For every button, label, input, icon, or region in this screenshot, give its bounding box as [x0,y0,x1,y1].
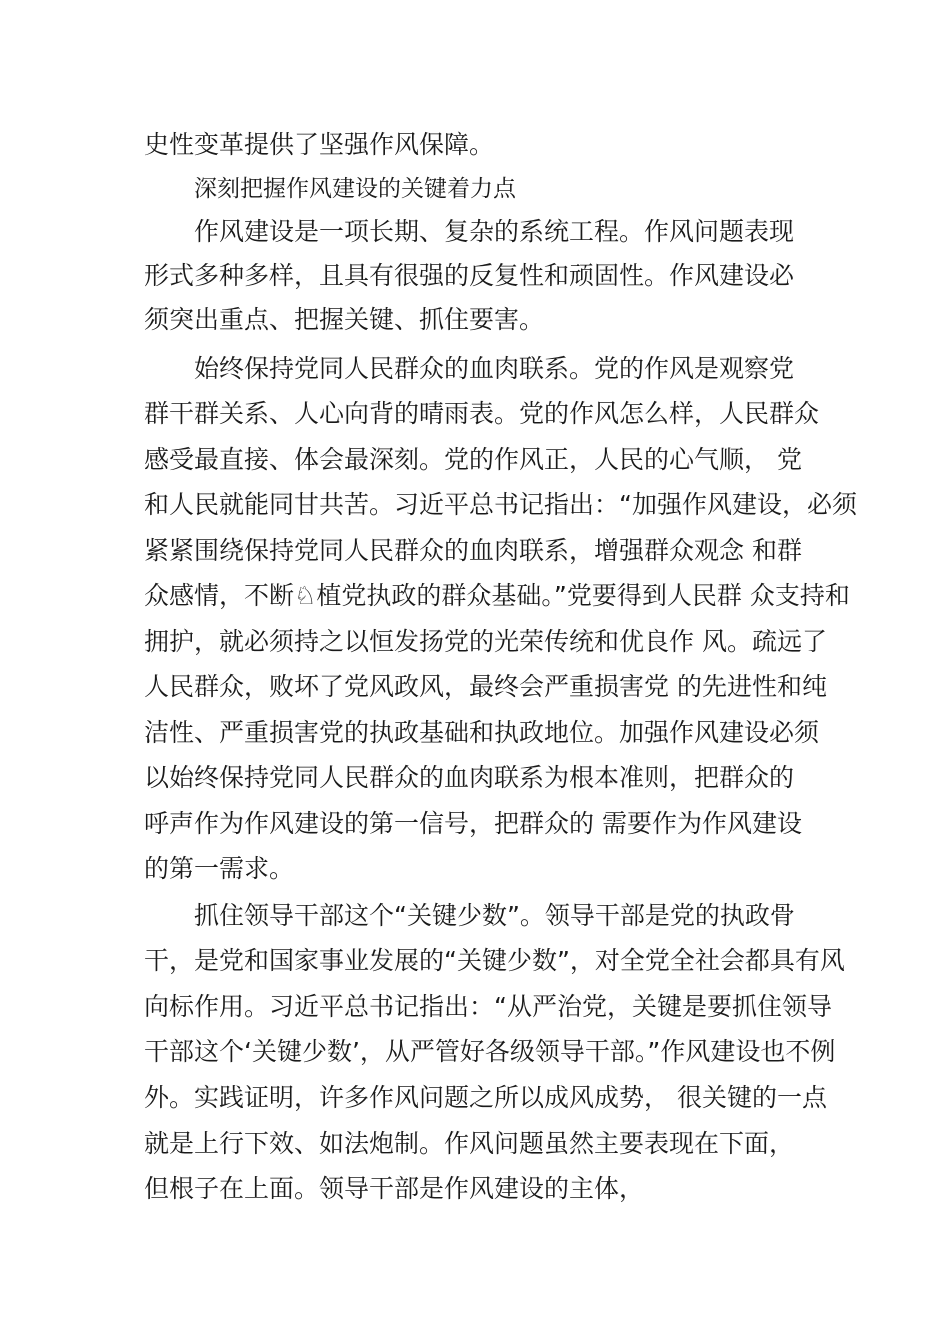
text-line-16: 呼声作为作风建设的第一信号，把群众的 需要作为作风建设 [144,809,802,838]
text-line-9: 和人民就能同甘共苦。习近平总书记指出：“加强作风建设，必须 [144,490,857,519]
text-line-24: 但根子在上面。领导干部是作风建设的主体， [144,1174,645,1203]
text-line-5: 须突出重点、把握关键、抓住要害。 [144,305,545,334]
text-line-10: 紧紧围绕保持党同人民群众的血肉联系，增强群众观念 和群 [144,536,802,565]
text-line-11: 众感情，不断♘植党执政的群众基础。”党要得到人民群 众支持和 [144,581,850,610]
text-line-7: 群干群关系、人心向背的晴雨表。党的作风怎么样，人民群众 [144,399,820,428]
text-line-19: 干，是党和国家事业发展的“关键少数”，对全党全社会都具有风 [144,946,845,975]
text-line-13: 人民群众，败坏了党风政风，最终会严重损害党 的先进性和纯 [144,672,827,701]
text-line-18: 抓住领导干部这个“关键少数”。领导干部是党的执政骨 [194,901,795,930]
text-line-1: 史性变革提供了坚强作风保障。 [144,130,495,159]
text-line-6: 始终保持党同人民群众的血肉联系。党的作风是观察党 [194,354,795,383]
text-line-23: 就是上行下效、如法炮制。作风问题虽然主要表现在下面， [144,1129,795,1158]
text-line-14: 洁性、严重损害党的执政基础和执政地位。加强作风建设必须 [144,718,820,747]
text-line-17: 的第一需求。 [144,854,295,883]
text-line-20: 向标作用。习近平总书记指出：“从严治党，关键是要抓住领导 [144,992,832,1021]
text-line-4: 形式多种多样，且具有很强的反复性和顽固性。作风建设必 [144,261,795,290]
text-line-8: 感受最直接、体会最深刻。党的作风正，人民的心气顺， 党 [144,445,802,474]
text-line-22: 外。实践证明，许多作风问题之所以成风成势， 很关键的一点 [144,1083,827,1112]
section-heading: 深刻把握作风建设的关键着力点 [194,176,516,202]
text-line-21: 干部这个‘关键少数’，从严管好各级领导干部。”作风建设也不例 [144,1037,836,1066]
text-line-3: 作风建设是一项长期、复杂的系统工程。作风问题表现 [194,217,795,246]
text-line-12: 拥护，就必须持之以恒发扬党的光荣传统和优良作 风。疏远了 [144,627,827,656]
text-line-15: 以始终保持党同人民群众的血肉联系为根本准则，把群众的 [144,763,795,792]
